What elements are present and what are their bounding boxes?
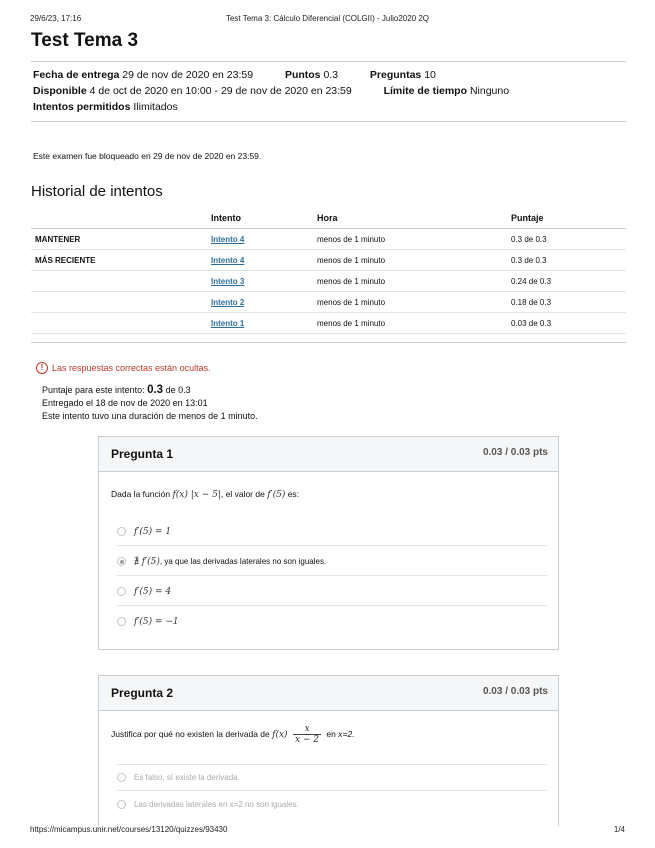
attempt-link[interactable]: Intento 2	[211, 297, 245, 307]
time-cell: menos de 1 minuto	[313, 313, 507, 334]
question-text-part: Dada la función	[111, 489, 171, 499]
table-row	[31, 229, 626, 250]
available-value: 4 de oct de 2020 en 10:00 - 29 de nov de 2020 en 23:59	[89, 85, 352, 97]
table-header-row	[31, 208, 626, 229]
quiz-meta-row-2	[33, 85, 509, 97]
attempt-link[interactable]: Intento 1	[211, 318, 245, 328]
row-label	[31, 313, 207, 334]
score-cell: 0.18 de 0.3	[507, 292, 626, 313]
table-row	[31, 250, 626, 271]
page-url: https://micampus.unir.net/courses/13120/quizzes/93430	[30, 825, 228, 834]
radio-button-selected[interactable]	[117, 557, 126, 566]
answer-option-selected[interactable]	[117, 557, 547, 567]
questions-label: Preguntas	[369, 69, 422, 81]
answer-option[interactable]	[117, 587, 547, 597]
time-cell: menos de 1 minuto	[313, 292, 507, 313]
score-cell: 0.24 de 0.3	[507, 271, 626, 292]
math-expression: f(x)	[272, 729, 288, 740]
questions-value: 10	[424, 69, 436, 81]
attempts-value: Ilimitados	[133, 101, 178, 113]
time-cell: menos de 1 minuto	[313, 271, 507, 292]
question-card-1	[98, 436, 559, 650]
question-text-part: en	[326, 728, 336, 739]
attempts-label: Intentos permitidos	[33, 101, 131, 113]
divider	[31, 121, 626, 122]
score-value: 0.3	[147, 384, 164, 396]
divider	[31, 61, 626, 62]
question-text	[111, 489, 299, 500]
radio-button[interactable]	[117, 800, 126, 809]
score-cell: 0.3 de 0.3	[507, 229, 626, 250]
attempt-link[interactable]: Intento 4	[211, 234, 245, 244]
question-header	[99, 676, 558, 711]
time-limit-value: Ninguno	[469, 85, 510, 97]
score-suffix: de 0.3	[165, 385, 191, 395]
header-time: Hora	[313, 208, 507, 229]
question-title: Pregunta 2	[111, 686, 174, 700]
question-title: Pregunta 1	[111, 447, 174, 461]
question-text-part: es:	[287, 489, 300, 499]
score-prefix: Puntaje para este intento:	[42, 385, 145, 395]
divider	[117, 605, 547, 606]
answer-math: f′(5) = 4	[134, 587, 172, 597]
page-title: Test Tema 3	[31, 30, 139, 51]
score-cell: 0.03 de 0.3	[507, 313, 626, 334]
available-label: Disponible	[33, 85, 87, 97]
quiz-meta-row-1	[33, 69, 436, 81]
divider	[31, 342, 626, 343]
warning-icon: !	[36, 362, 48, 374]
row-label	[31, 292, 207, 313]
table-row	[31, 292, 626, 313]
math-fraction	[293, 724, 321, 745]
due-label: Fecha de entrega	[33, 69, 120, 81]
question-points: 0.03 / 0.03 pts	[482, 686, 548, 697]
math-expression: x=2.	[338, 728, 355, 739]
header-score: Puntaje	[507, 208, 626, 229]
question-points: 0.03 / 0.03 pts	[482, 447, 548, 458]
due-value: 29 de nov de 2020 en 23:59	[122, 69, 254, 81]
divider	[117, 790, 547, 791]
attempt-link[interactable]: Intento 4	[211, 255, 245, 265]
locked-notice: Este examen fue bloqueado en 29 de nov de 2020 en 23:59.	[33, 151, 262, 161]
attempt-score-line	[42, 384, 258, 397]
attempt-cell	[207, 229, 313, 250]
answers-hidden-warning	[36, 362, 211, 374]
attempt-cell	[207, 250, 313, 271]
row-label: MANTENER	[31, 229, 207, 250]
print-title: Test Tema 3: Cálculo Diferencial (COLGII) - Julio2020 2Q	[225, 14, 430, 23]
question-text-part: , el valor de	[220, 489, 265, 499]
divider	[117, 575, 547, 576]
radio-button[interactable]	[117, 617, 126, 626]
answer-text: Las derivadas laterales en x=2 no son iguales.	[134, 800, 299, 809]
fraction-numerator: x	[293, 724, 321, 735]
table-row	[31, 313, 626, 334]
fraction-denominator: x − 2	[294, 735, 320, 745]
answer-option[interactable]	[117, 800, 547, 809]
radio-button[interactable]	[117, 587, 126, 596]
answer-text: , ya que las derivadas laterales no son iguales.	[159, 557, 327, 566]
time-cell: menos de 1 minuto	[313, 250, 507, 271]
quiz-meta-row-3	[33, 101, 178, 113]
points-label: Puntos	[284, 69, 321, 81]
question-text-part: Justifica por qué no existen la derivada de	[111, 728, 270, 739]
attempt-cell	[207, 313, 313, 334]
radio-button[interactable]	[117, 773, 126, 782]
row-label	[31, 271, 207, 292]
question-text	[111, 724, 355, 745]
attempt-history-table	[31, 208, 626, 334]
math-expression: f′(5)	[267, 490, 286, 500]
points-value: 0.3	[323, 69, 339, 81]
score-cell: 0.3 de 0.3	[507, 250, 626, 271]
question-card-2	[98, 675, 559, 826]
divider	[117, 764, 547, 765]
warning-text: Las respuestas correctas están ocultas.	[52, 363, 211, 373]
duration-line: Este intento tuvo una duración de menos de 1 minuto.	[42, 411, 258, 421]
attempt-cell	[207, 271, 313, 292]
attempt-cell	[207, 292, 313, 313]
time-limit-label: Límite de tiempo	[383, 85, 468, 97]
row-label: MÁS RECIENTE	[31, 250, 207, 271]
history-title: Historial de intentos	[31, 183, 163, 200]
page-number: 1/4	[613, 825, 625, 834]
question-header	[99, 437, 558, 472]
answer-math: f′(5) = −1	[134, 617, 179, 627]
answer-option[interactable]	[117, 527, 547, 537]
print-date: 29/6/23, 17:16	[30, 14, 82, 23]
attempt-link[interactable]: Intento 3	[211, 276, 245, 286]
header-attempt: Intento	[207, 208, 313, 229]
answer-option[interactable]	[117, 617, 547, 627]
answer-math: f′(5) = 1	[134, 527, 172, 537]
table-row	[31, 271, 626, 292]
header-empty	[31, 208, 207, 229]
answer-text: Es falso, sí existe la derivada.	[134, 773, 240, 782]
math-expression: f(x) |x − 5|	[172, 490, 221, 500]
answer-option[interactable]	[117, 773, 547, 782]
radio-button[interactable]	[117, 527, 126, 536]
submitted-line: Entregado el 18 de nov de 2020 en 13:01	[42, 398, 208, 408]
time-cell: menos de 1 minuto	[313, 229, 507, 250]
attempt-summary	[42, 384, 258, 423]
divider	[117, 545, 547, 546]
answer-math: ∄ f′(5)	[134, 557, 160, 567]
